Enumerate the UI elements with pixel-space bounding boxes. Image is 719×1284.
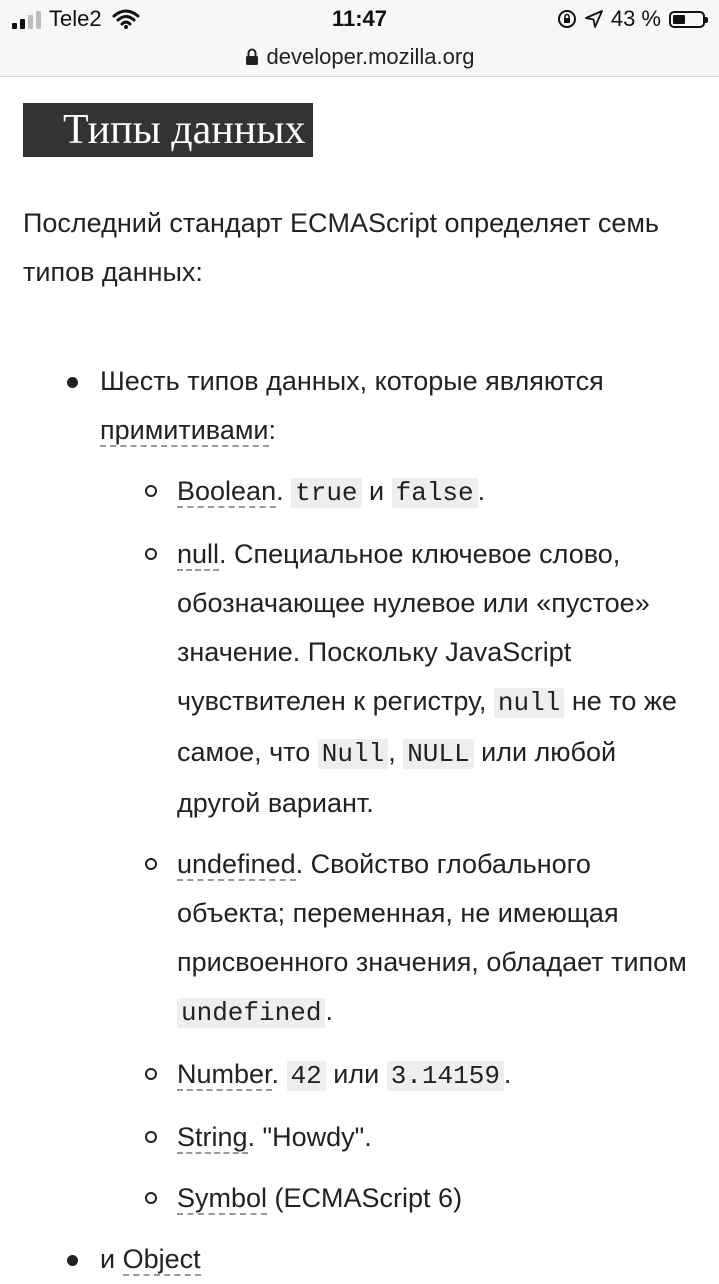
number-sep: . <box>271 1059 287 1089</box>
undefined-link[interactable]: undefined <box>177 849 296 879</box>
object-prefix: и <box>100 1244 123 1274</box>
location-arrow-icon <box>585 10 603 28</box>
section-heading: Типы данных <box>23 103 313 157</box>
code-NULL: NULL <box>403 739 473 769</box>
rotation-lock-icon <box>557 9 577 29</box>
lock-icon <box>245 48 259 66</box>
undefined-end: . <box>325 996 333 1026</box>
boolean-sep: . <box>276 476 292 506</box>
list-item-null <box>177 530 695 828</box>
data-types-list <box>23 357 695 1284</box>
primitives-text: Шесть типов данных, которые являются <box>100 366 604 396</box>
list-item-number <box>177 1050 695 1101</box>
battery-level <box>673 15 685 24</box>
object-link[interactable]: Object <box>122 1244 201 1274</box>
battery-percent: 43 % <box>610 6 661 31</box>
string-link[interactable]: String <box>177 1122 248 1152</box>
intro-paragraph: Последний стандарт ECMAScript определяет семь типов данных: <box>23 208 659 287</box>
code-42: 42 <box>287 1061 326 1091</box>
carrier-name: Tele2 <box>49 6 102 31</box>
null-text-2: не то же самое, что <box>177 686 677 767</box>
symbol-link[interactable]: Symbol <box>177 1183 268 1213</box>
list-item-string <box>177 1113 695 1162</box>
status-right <box>557 6 705 32</box>
article-content <box>0 77 719 1284</box>
list-item-undefined <box>177 840 695 1038</box>
list-item-symbol <box>177 1174 695 1223</box>
list-item-boolean <box>177 467 695 518</box>
number-end: . <box>503 1059 512 1089</box>
code-null: null <box>494 688 564 718</box>
null-text-1: . Специальное ключевое слово, обозначающее нулевое или «пустое» значение. Поскольку JavaScript чувствителен к регистру, <box>177 539 650 716</box>
code-undefined: undefined <box>177 998 325 1028</box>
list-item-object <box>100 1235 695 1284</box>
primitives-link[interactable]: примитивами <box>100 415 269 445</box>
url-domain[interactable]: developer.mozilla.org <box>266 44 475 69</box>
code-false: false <box>392 478 478 508</box>
primitives-list <box>100 467 695 1223</box>
null-link[interactable]: null <box>177 539 220 569</box>
code-true: true <box>291 478 361 508</box>
boolean-and: и <box>361 476 392 506</box>
undefined-text-1: . Свойство глобального объекта; переменная, не имеющая присвоенного значения, обладает типом <box>177 849 687 977</box>
code-pi: 3.14159 <box>387 1061 504 1091</box>
primitives-suffix: : <box>268 415 277 445</box>
number-link[interactable]: Number <box>177 1059 272 1089</box>
null-text-4: или любой другой вариант. <box>177 737 617 818</box>
symbol-text: (ECMAScript 6) <box>267 1183 463 1213</box>
status-bar <box>0 0 719 38</box>
number-or: или <box>325 1059 387 1089</box>
boolean-end: . <box>477 476 486 506</box>
list-item-primitives <box>100 357 695 1223</box>
null-text-3: , <box>388 737 404 767</box>
clock: 11:47 <box>331 6 388 31</box>
battery-icon <box>669 11 705 28</box>
code-Null: Null <box>318 739 388 769</box>
string-text: . "Howdy". <box>247 1122 372 1152</box>
boolean-link[interactable]: Boolean <box>177 476 277 506</box>
address-bar[interactable] <box>0 38 719 77</box>
